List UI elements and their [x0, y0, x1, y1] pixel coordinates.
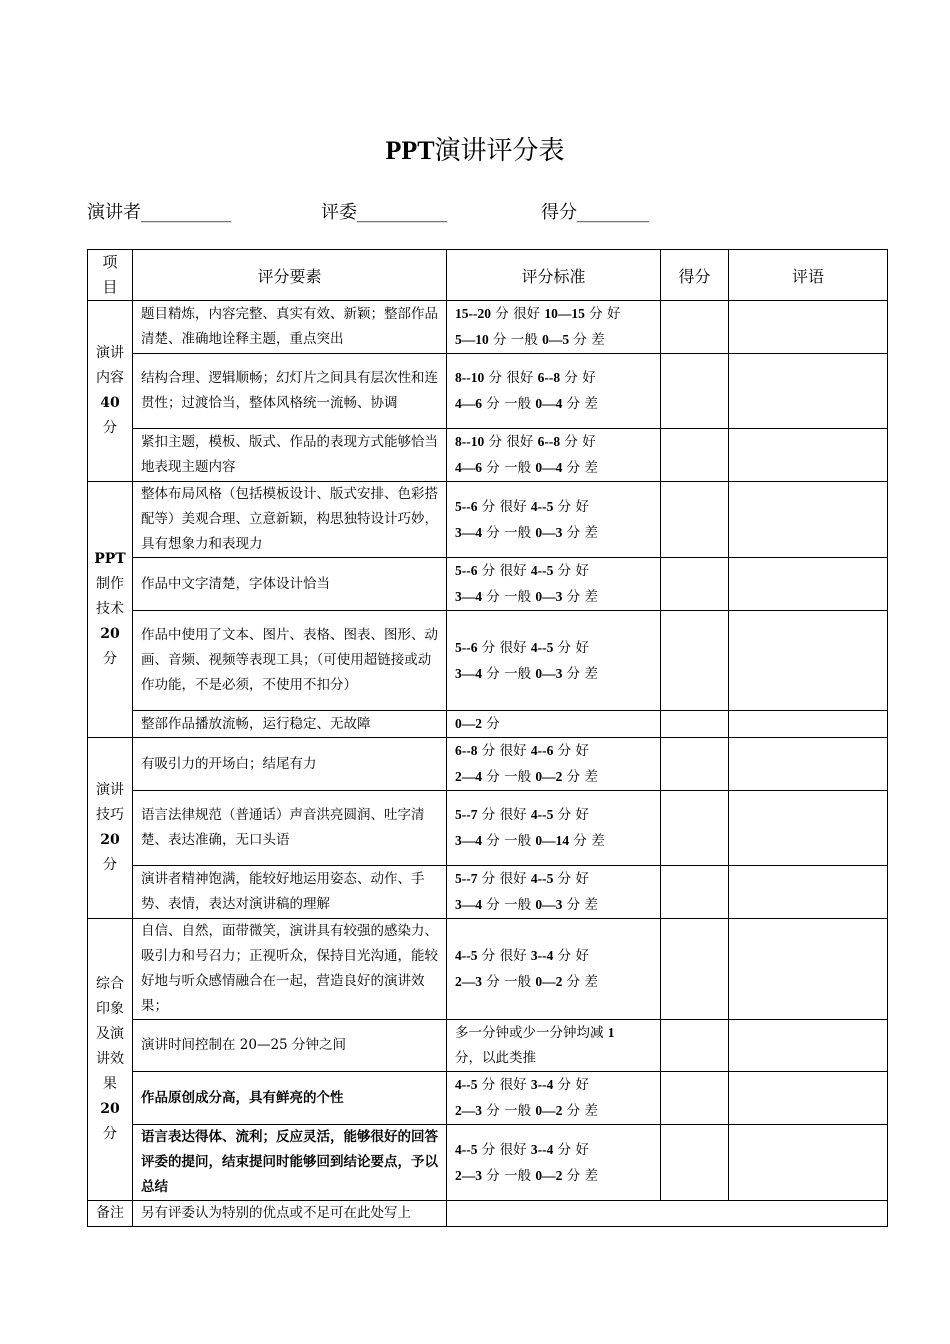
header-item: 项 目	[88, 250, 133, 301]
standard-line: 4--5 分 很好 3--4 分 好	[455, 948, 589, 964]
standard-line: 8--10 分 很好 6--8 分 好	[455, 370, 596, 386]
category-cell	[88, 482, 133, 738]
remarks-input[interactable]	[447, 1201, 888, 1227]
category-label: 技术	[96, 601, 124, 617]
remarks-row	[88, 1201, 888, 1227]
score-cell[interactable]	[661, 866, 729, 919]
category-label: 果	[103, 1076, 117, 1092]
table-row	[88, 919, 888, 1020]
title-rest: 演讲评分表	[434, 136, 565, 166]
standard-cell	[447, 429, 661, 482]
category-label: 分	[103, 857, 117, 873]
comment-cell[interactable]	[729, 429, 888, 482]
category-cell	[88, 738, 133, 919]
category-label: 分	[103, 651, 117, 667]
standard-line: 15--20 分 很好 10—15 分 好	[455, 306, 621, 322]
table-row	[88, 611, 888, 711]
standard-cell	[447, 738, 661, 791]
table-row	[88, 1020, 888, 1072]
category-label: 印象	[96, 1001, 124, 1017]
standard-line: 4—6 分 一般 0—4 分 差	[455, 460, 598, 476]
score-field[interactable]: 得分________	[541, 202, 649, 223]
element-cell: 紧扣主题，模板、版式、作品的表现方式能够恰当地表现主题内容	[133, 429, 447, 482]
element-cell: 语言法律规范（普通话）声音洪亮圆润、吐字清楚、表达准确，无口头语	[133, 791, 447, 866]
comment-cell[interactable]	[729, 301, 888, 354]
table-row	[88, 558, 888, 611]
standard-line: 多一分钟或少一分钟均减 1	[455, 1025, 615, 1041]
standard-cell	[447, 1020, 661, 1072]
standard-line: 5--6 分 很好 4--5 分 好	[455, 563, 589, 579]
remarks-text: 另有评委认为特别的优点或不足可在此处写上	[133, 1201, 447, 1227]
comment-cell[interactable]	[729, 866, 888, 919]
standard-line: 2—4 分 一般 0—2 分 差	[455, 769, 598, 785]
standard-line: 6--8 分 很好 4--6 分 好	[455, 743, 589, 759]
category-cell	[88, 919, 133, 1201]
element-cell: 演讲时间控制在 20—25 分钟之间	[133, 1020, 447, 1072]
score-cell[interactable]	[661, 1020, 729, 1072]
table-row	[88, 738, 888, 791]
table-row	[88, 791, 888, 866]
judge-field[interactable]: 评委__________	[321, 202, 447, 223]
standard-line: 2—3 分 一般 0—2 分 差	[455, 1103, 598, 1119]
category-cell	[88, 301, 133, 482]
category-label: 20	[100, 832, 120, 848]
comment-cell[interactable]	[729, 738, 888, 791]
comment-cell[interactable]	[729, 791, 888, 866]
standard-line: 4--5 分 很好 3--4 分 好	[455, 1077, 589, 1093]
score-cell[interactable]	[661, 558, 729, 611]
element-cell: 语言表达得体、流利；反应灵活，能够很好的回答评委的提问，结束提问时能够回到结论要点，予以总结	[133, 1125, 447, 1201]
category-label: 20	[100, 1101, 120, 1117]
standard-line: 2—3 分 一般 0—2 分 差	[455, 1167, 598, 1184]
category-label: 分	[103, 420, 117, 436]
element-cell: 结构合理、逻辑顺畅；幻灯片之间具有层次性和连贯性；过渡恰当，整体风格统一流畅、协调	[133, 354, 447, 429]
element-cell: 题目精炼，内容完整、真实有效、新颖；整部作品清楚、准确地诠释主题，重点突出	[133, 301, 447, 354]
score-cell[interactable]	[661, 429, 729, 482]
standard-cell	[447, 558, 661, 611]
standard-line: 5--7 分 很好 4--5 分 好	[455, 871, 589, 887]
standard-line: 5—10 分 一般 0—5 分 差	[455, 332, 605, 348]
standard-cell	[447, 1072, 661, 1125]
table-row	[88, 354, 888, 429]
standard-cell	[447, 866, 661, 919]
standard-cell	[447, 354, 661, 429]
standard-line: 5--7 分 很好 4--5 分 好	[455, 807, 589, 823]
category-label: 技巧	[96, 807, 124, 823]
remarks-label: 备注	[88, 1201, 133, 1227]
score-cell[interactable]	[661, 738, 729, 791]
comment-cell[interactable]	[729, 482, 888, 558]
scoring-table	[87, 249, 888, 1227]
standard-line: 4—6 分 一般 0—4 分 差	[455, 396, 598, 412]
element-cell: 有吸引力的开场白；结尾有力	[133, 738, 447, 791]
header-comment: 评语	[729, 250, 888, 301]
standard-cell	[447, 791, 661, 866]
element-cell: 演讲者精神饱满，能较好地运用姿态、动作、手势、表情，表达对演讲稿的理解	[133, 866, 447, 919]
standard-cell	[447, 919, 661, 1020]
table-row	[88, 482, 888, 558]
standard-cell	[447, 482, 661, 558]
element-cell: 作品中文字清楚，字体设计恰当	[133, 558, 447, 611]
standard-line: 3—4 分 一般 0—3 分 差	[455, 589, 598, 605]
standard-line: 分，以此类推	[455, 1050, 536, 1066]
score-cell[interactable]	[661, 791, 729, 866]
category-label: 内容	[96, 370, 124, 386]
table-row	[88, 1072, 888, 1125]
score-cell[interactable]	[661, 919, 729, 1020]
category-label: 20	[100, 626, 120, 642]
element-cell: 作品中使用了文本、图片、表格、图表、图形、动画、音频、视频等表现工具；（可使用超链接或动作功能，不是必须，不使用不扣分）	[133, 611, 447, 711]
standard-cell	[447, 611, 661, 711]
category-label: PPT	[94, 551, 126, 567]
standard-line: 5--6 分 很好 4--5 分 好	[455, 639, 589, 656]
element-cell: 整体布局风格（包括模板设计、版式安排、色彩搭配等）美观合理、立意新颖，构思独特设计巧妙，具有想象力和表现力	[133, 482, 447, 558]
score-cell[interactable]	[661, 301, 729, 354]
category-label: 分	[103, 1126, 117, 1142]
score-cell[interactable]	[661, 1125, 729, 1201]
table-row	[88, 429, 888, 482]
comment-cell[interactable]	[729, 354, 888, 429]
header-row	[88, 250, 888, 301]
standard-line: 3—4 分 一般 0—14 分 差	[455, 833, 605, 849]
table-row	[88, 301, 888, 354]
score-cell[interactable]	[661, 354, 729, 429]
table-row	[88, 866, 888, 919]
standard-line: 0—2 分	[455, 716, 500, 732]
standard-cell	[447, 301, 661, 354]
standard-line: 3—4 分 一般 0—3 分 差	[455, 897, 598, 913]
standard-cell	[447, 1125, 661, 1201]
header-standard: 评分标准	[447, 250, 661, 301]
standard-line: 3—4 分 一般 0—3 分 差	[455, 665, 598, 682]
comment-cell[interactable]	[729, 919, 888, 1020]
element-cell: 作品原创成分高，具有鲜亮的个性	[133, 1072, 447, 1125]
standard-line: 2—3 分 一般 0—2 分 差	[455, 974, 598, 990]
page-title	[0, 130, 950, 167]
comment-cell[interactable]	[729, 558, 888, 611]
category-label: 演讲	[96, 345, 124, 361]
comment-cell[interactable]	[729, 1072, 888, 1125]
element-cell: 整部作品播放流畅，运行稳定、无故障	[133, 711, 447, 738]
category-label: 制作	[96, 576, 124, 592]
comment-cell[interactable]	[729, 1125, 888, 1201]
standard-cell	[447, 711, 661, 738]
element-cell: 自信、自然，面带微笑，演讲具有较强的感染力、吸引力和号召力；正视听众，保持目光沟通，能较好地与听众感情融合在一起，营造良好的演讲效果；	[133, 919, 447, 1020]
score-cell[interactable]	[661, 711, 729, 738]
category-label: 40	[100, 395, 120, 411]
comment-cell[interactable]	[729, 1020, 888, 1072]
standard-line: 4--5 分 很好 3--4 分 好	[455, 1141, 589, 1158]
standard-line: 5--6 分 很好 4--5 分 好	[455, 498, 589, 515]
title-ppt: PPT	[385, 136, 435, 165]
score-cell[interactable]	[661, 1072, 729, 1125]
header-elements: 评分要素	[133, 250, 447, 301]
category-label: 及演	[96, 1026, 124, 1042]
comment-cell[interactable]	[729, 711, 888, 738]
score-cell[interactable]	[661, 482, 729, 558]
table-row	[88, 1125, 888, 1201]
speaker-field[interactable]: 演讲者__________	[87, 202, 231, 223]
standard-line: 8--10 分 很好 6--8 分 好	[455, 434, 596, 450]
header-score: 得分	[661, 250, 729, 301]
category-label: 综合	[96, 976, 124, 992]
table-row	[88, 711, 888, 738]
category-label: 演讲	[96, 782, 124, 798]
score-cell[interactable]	[661, 611, 729, 711]
standard-line: 3—4 分 一般 0—3 分 差	[455, 524, 598, 541]
comment-cell[interactable]	[729, 611, 888, 711]
category-label: 讲效	[96, 1051, 124, 1067]
